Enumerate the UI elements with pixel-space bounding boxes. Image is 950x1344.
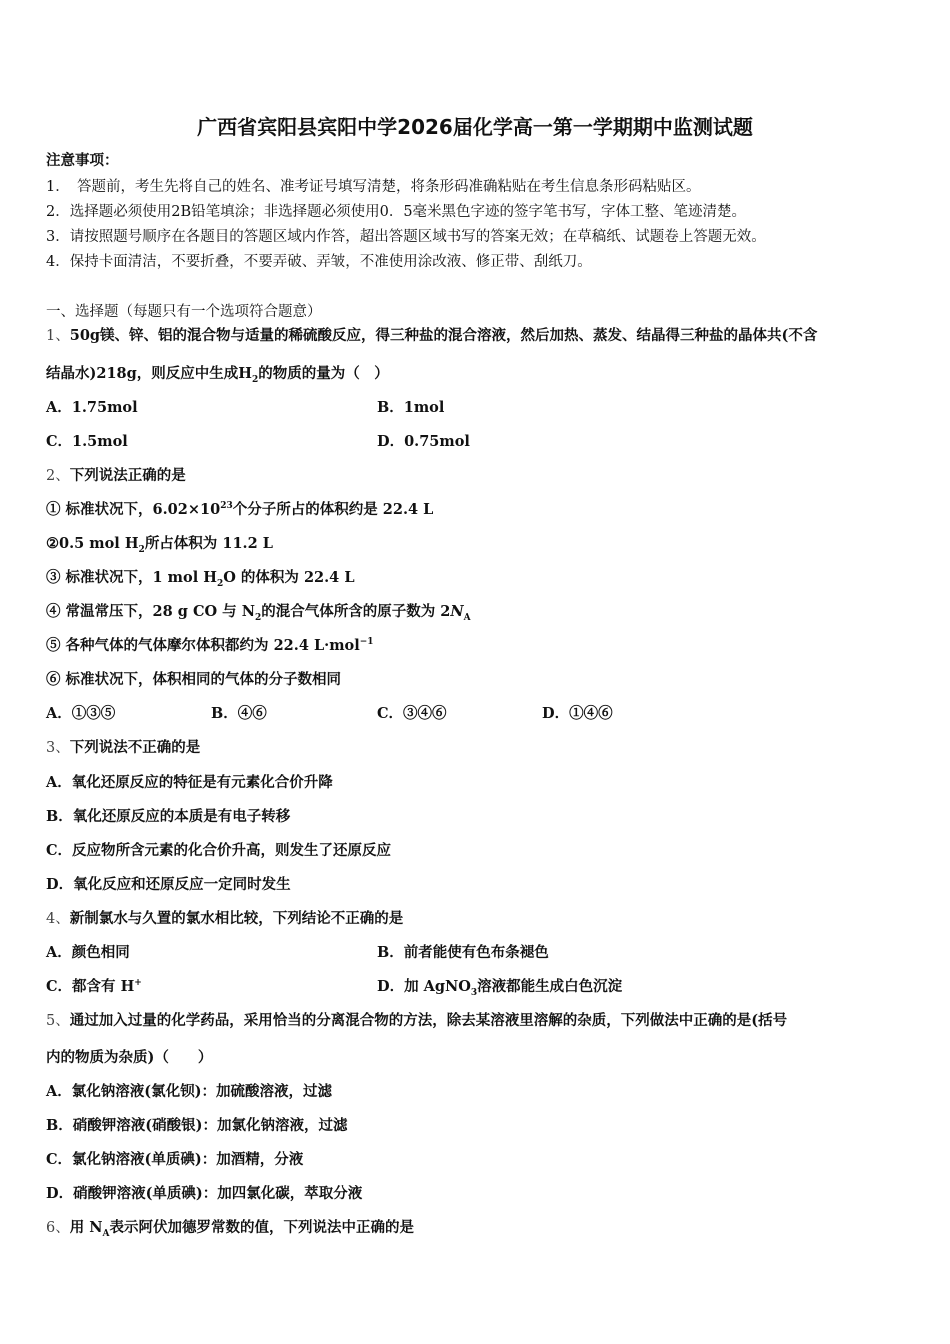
superscript: + [134,978,142,989]
statement-text: 的混合气体所含的原子数为 2 [261,603,451,620]
subscript: A [102,1228,110,1239]
question-3-stem [46,738,200,758]
option-a: A．颜色相同 [46,944,130,961]
option-b: B．④⑥ [211,705,267,722]
subscript: 3 [470,987,478,998]
option-d: D．①④⑥ [542,705,613,722]
statement-6: ⑥ 标准状况下，体积相同的气体的分子数相同 [46,671,342,688]
statement-text: 所占体积为 11.2 L [144,535,273,552]
question-text: 结晶水)218g，则反应中生成H [46,365,252,382]
question-text: 表示阿伏加德罗常数的值，下列说法中正确的是 [109,1219,415,1236]
statement-text: ③ 标准状况下，1 mol H [46,569,217,586]
question-6-stem [46,1218,414,1238]
statement-text: N [450,603,464,620]
subscript: 2 [138,544,145,555]
subscript: 2 [251,374,259,385]
section-heading: 一、选择题（每题只有一个选项符合题意） [46,304,322,320]
option-c: C．反应物所含元素的化合价升高，则发生了还原反应 [46,842,392,859]
question-number: 2、 [46,468,70,484]
notice-item: 3．请按照题号顺序在各题目的答题区域内作答，超出答题区域书写的答案无效；在草稿纸、试题卷上答题无效。 [46,229,766,245]
question-number: 3、 [46,740,70,756]
option-text: 溶液都能生成白色沉淀 [477,978,623,995]
option-c: C．③④⑥ [377,705,447,722]
notice-item: 1． 答题前，考生先将自己的姓名、准考证号填写清楚，将条形码准确粘贴在考生信息条形码粘贴区。 [46,179,701,195]
option-a: A．①③⑤ [46,705,116,722]
option-c: C．氯化钠溶液(单质碘)：加酒精，分液 [46,1151,304,1168]
option-b: B．氧化还原反应的本质是有电子转移 [46,808,291,825]
question-number: 6、 [46,1220,70,1236]
statement-text: 个分子所占的体积约是 22.4 L [232,501,434,518]
question-number: 5、 [46,1013,70,1029]
statement-text: ① 标准状况下，6.02×10 [46,501,221,518]
statement-text: ⑤ 各种气体的气体摩尔体积都约为 22.4 L·mol [46,637,360,654]
option-d: D．氧化反应和还原反应一定同时发生 [46,876,291,893]
notice-item: 4．保持卡面清洁，不要折叠，不要弄破、弄皱，不准使用涂改液、修正带、刮纸刀。 [46,254,592,270]
question-number: 1、 [46,328,70,344]
statement-text: O 的体积为 22.4 L [223,569,355,586]
question-text: 50g镁、锌、铝的混合物与适量的稀硫酸反应，得三种盐的混合溶液，然后加热、蒸发、结晶得三种盐的晶体共(不含 [69,327,818,344]
notice-heading: 注意事项： [46,152,119,169]
statement-3 [46,568,355,588]
statement-5 [46,636,374,656]
option-c [46,977,142,997]
notice-item: 2．选择题必须使用2B铅笔填涂；非选择题必须使用0．5毫米黑色字迹的签字笔书写，字体工整、笔迹清楚。 [46,204,747,220]
subscript: A [463,612,471,623]
option-b: B．前者能使有色布条褪色 [377,944,549,961]
statement-text: ④ 常温常压下，28 g CO 与 N [46,603,255,620]
question-1-stem-cont [46,364,389,384]
subscript: 2 [216,578,224,589]
option-text: D．加 AgNO [377,978,471,995]
option-text: C．都含有 H [46,978,135,995]
question-5-stem-cont: 内的物质为杂质)（ ） [46,1049,213,1066]
question-1-stem [46,326,817,346]
option-a: A．氯化钠溶液(氯化钡)：加硫酸溶液，过滤 [46,1083,332,1100]
superscript: −1 [359,637,374,648]
question-text: 下列说法正确的是 [69,467,186,484]
question-text: 用 N [69,1219,103,1236]
page-title: 广西省宾阳县宾阳中学2026届化学高一第一学期期中监测试题 [197,115,753,139]
question-4-stem [46,909,403,929]
subscript: 2 [254,612,262,623]
question-2-stem [46,466,186,486]
question-text: 新制氯水与久置的氯水相比较，下列结论不正确的是 [69,910,404,927]
question-5-stem [46,1011,787,1031]
question-text: 下列说法不正确的是 [69,739,201,756]
question-text: 通过加入过量的化学药品，采用恰当的分离混合物的方法，除去某溶液里溶解的杂质，下列做法中正确的是(括号 [69,1012,788,1029]
statement-4 [46,602,471,622]
question-text: 的物质的量为（ ） [258,365,389,382]
option-d: D．0.75mol [377,433,470,450]
statement-1 [46,500,433,520]
statement-text: ②0.5 mol H [46,535,139,552]
statement-2 [46,534,273,554]
option-a: A．氧化还原反应的特征是有元素化合价升降 [46,774,333,791]
option-b: B．硝酸钾溶液(硝酸银)：加氯化钠溶液，过滤 [46,1117,348,1134]
option-c: C．1.5mol [46,433,128,450]
option-a: A．1.75mol [46,399,138,416]
superscript: 23 [220,501,233,512]
question-number: 4、 [46,911,70,927]
option-d: D．硝酸钾溶液(单质碘)：加四氯化碳，萃取分液 [46,1185,363,1202]
option-b: B．1mol [377,399,445,416]
option-d [377,977,622,997]
